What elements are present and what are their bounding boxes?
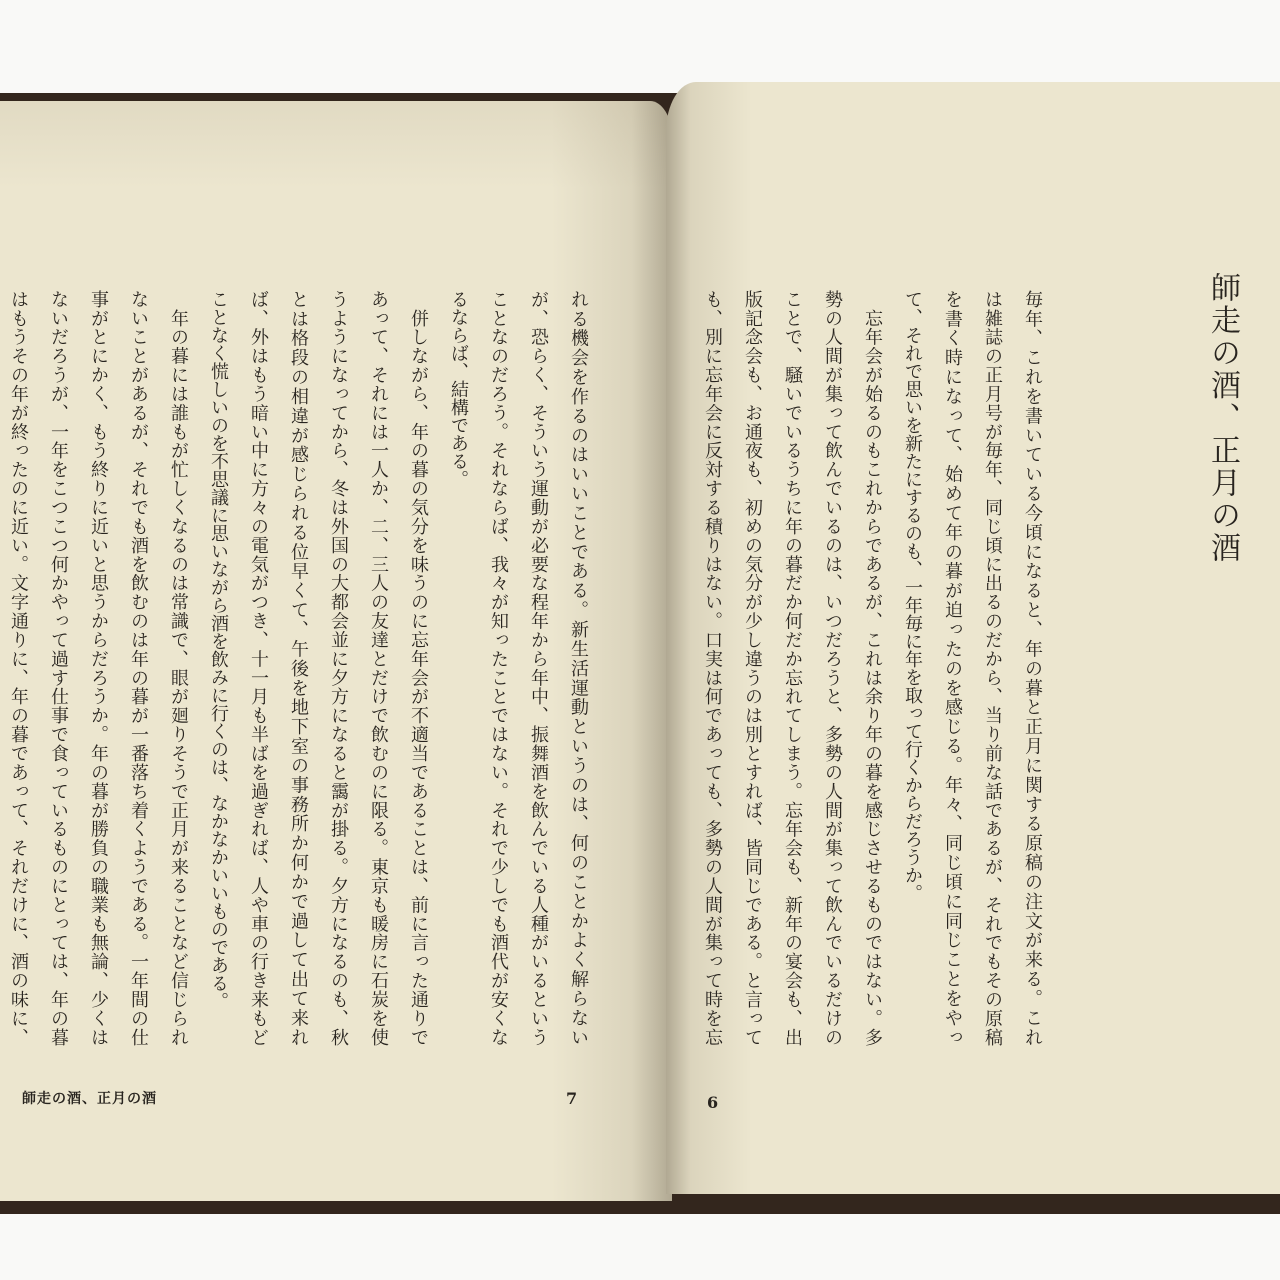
text-column: とは格段の相違が感じられる位早くて、午後を地下室の事務所か何かで過して出て来れ (288, 290, 309, 1046)
text-column: を書く時になって、始めて年の暮が迫ったのを感じる。年々、同じ頃に同じことをやっ (942, 290, 963, 1046)
text-column: 併しながら、年の暮の気分を味うのに忘年会が不適当であることは、前に言った通りで (408, 290, 429, 1047)
text-column: 勢の人間が集って飲んでいるのは、いつだろうと、多勢の人間が集って飲んでいるだけの (822, 290, 843, 1046)
text-column: れる機会を作るのはいいことである。新生活運動というのは、何のことかよく解らない (568, 290, 589, 1046)
page-number: 6 (707, 1093, 719, 1112)
running-head: 師走の酒、正月の酒 (22, 1091, 157, 1107)
text-column: はもうその年が終ったのに近い。文字通りに、年の暮であって、それだけに、酒の味に、 (8, 290, 29, 1047)
text-column: ことなく慌しいのを不思議に思いながら酒を飲みに行くのは、なかなかいいものである。 (208, 290, 229, 1010)
text-column: 忘年会が始るのもこれからであるが、これは余り年の暮を感じさせるものではない。多 (862, 290, 883, 1046)
text-column: ないだろうが、一年をこつこつ何かやって過す仕事で食っているものにとっては、年の暮 (48, 290, 69, 1047)
text-column: も、別に忘年会に反対する積りはない。口実は何であっても、多勢の人間が集って時を忘 (702, 290, 723, 1046)
chapter-title: 師走の酒、正月の酒 (1205, 272, 1240, 565)
text-column: は雑誌の正月号が毎年、同じ頃に出るのだから、当り前な話であるが、それでもその原稿 (982, 290, 1003, 1046)
text-column: ことで、騒いでいるうちに年の暮だか何だか忘れてしまう。忘年会も、新年の宴会も、出 (782, 290, 803, 1046)
text-column: 事がとにかく、もう終りに近いと思うからだろうか。年の暮が勝負の職業も無論、少くは (88, 290, 109, 1046)
text-column: て、それで思いを新たにするのも、一年毎に年を取って行くからだろうか。 (902, 290, 923, 902)
text-column: るならば、結構である。 (448, 290, 469, 488)
text-column: 版記念会も、お通夜も、初めの気分が少し違うのは別とすれば、皆同じである。と言って (742, 290, 763, 1047)
page-number: 7 (566, 1089, 578, 1108)
text-column: 年の暮には誰もが忙しくなるのは常識で、眼が廻りそうで正月が来ることなど信じられ (168, 290, 189, 1047)
text-column: ば、外はもう暗い中に方々の電気がつき、十一月も半ばを過ぎれば、人や車の行き来もど (248, 290, 269, 1047)
text-column: ないことがあるが、それでも酒を飲むのは年の暮が一番落ち着くようである。一年間の仕 (128, 290, 149, 1046)
right-page (666, 82, 1280, 1194)
left-page (0, 101, 672, 1201)
text-column: が、恐らく、そういう運動が必要な程年から年中、振舞酒を飲んでいる人種がいるという (528, 290, 549, 1046)
text-column: うようになってから、冬は外国の大都会並に夕方になると靄が掛る。夕方になるのも、秋 (328, 290, 349, 1046)
text-column: ことなのだろう。それならば、我々が知ったことではない。それで少しでも酒代が安くな (488, 290, 509, 1046)
text-column: 毎年、これを書いている今頃になると、年の暮と正月に関する原稿の注文が来る。これ (1022, 290, 1043, 1046)
text-column: あって、それには一人か、二、三人の友達とだけで飲むのに限る。東京も暖房に石炭を使 (368, 290, 389, 1046)
